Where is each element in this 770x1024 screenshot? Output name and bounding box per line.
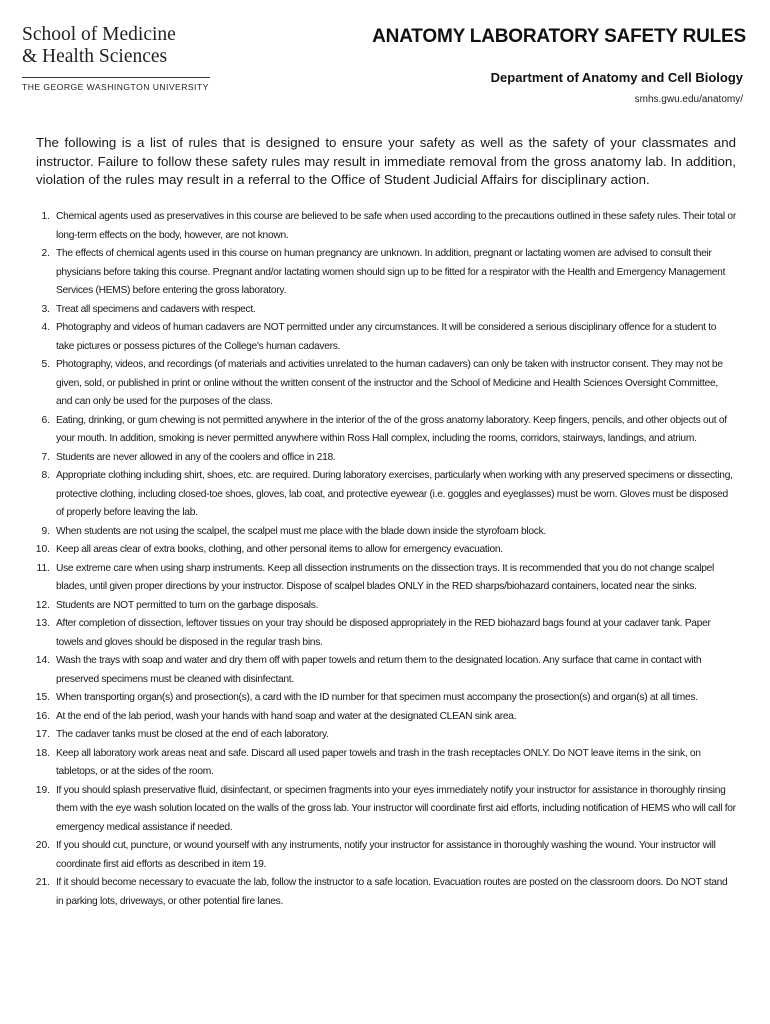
rule-text: Photography and videos of human cadavers are NOT permitted under any circumstances. It will be considered a serious disciplinary offence for a student to take pictures or possess pictures of the College's human cadavers. bbox=[56, 322, 717, 352]
rule-text: The effects of chemical agents used in this course on human pregnancy are unknown. In addition, pregnant or lactating women are advised to consult their physicians before taking this course. Pregnant and/or lactating women should sign up to be fitted for a respirator with the Health and Emergency Management Services (HEMS) before entering the gross laboratory. bbox=[56, 248, 726, 296]
rule-text: Eating, drinking, or gum chewing is not permitted anywhere in the interior of the of the gross anatomy laboratory. Keep fingers, pencils, and other objects out of your mouth. In addition, smoking is never permitted anywhere within Ross Hall complex, including the rooms, corridors, stairways, landings, and atrium. bbox=[56, 414, 727, 444]
rule-number: 7. bbox=[41, 451, 50, 463]
rule-text: Wash the trays with soap and water and dry them off with paper towels and return them to the designated location. Any surface that came in contact with preserved specimens must be cleaned with disinfectant. bbox=[56, 655, 702, 685]
rule-item bbox=[36, 319, 736, 356]
rule-item bbox=[36, 301, 736, 320]
rule-text: After completion of dissection, leftover tissues on your tray should be disposed appropriately in the RED biohazard bags found at your cadaver tank. Paper towels and gloves should be disposed in the regular trash bins. bbox=[56, 618, 711, 648]
rule-number: 14. bbox=[35, 655, 50, 666]
rule-item bbox=[36, 689, 736, 708]
rule-number: 11. bbox=[36, 562, 50, 574]
rule-text: Treat all specimens and cadavers with respect. bbox=[56, 303, 256, 315]
rule-item bbox=[36, 708, 736, 727]
rule-text: When transporting organ(s) and prosection(s), a card with the ID number for that specimen must accompany the prosection(s) and organ(s) at all times. bbox=[56, 692, 698, 703]
rule-number: 15. bbox=[35, 692, 50, 703]
rule-text: If you should cut, puncture, or wound yourself with any instruments, notify your instructor for assistance in thoroughly washing the wound. Your instructor will coordinate first aid efforts as described in item 19. bbox=[56, 840, 716, 870]
rule-number: 19. bbox=[35, 784, 50, 796]
rule-number: 1. bbox=[41, 211, 50, 222]
rule-text: Keep all areas clear of extra books, clothing, and other personal items to allow for emergency evacuation. bbox=[56, 544, 503, 555]
rule-item bbox=[36, 208, 736, 245]
rule-number: 2. bbox=[41, 248, 50, 259]
rule-item bbox=[36, 615, 736, 652]
rule-item bbox=[36, 726, 736, 745]
rule-text: The cadaver tanks must be closed at the end of each laboratory. bbox=[56, 729, 329, 740]
rule-number: 10. bbox=[35, 544, 50, 555]
rule-text: Appropriate clothing including shirt, shoes, etc. are required. During laboratory exercises, particularly when working with any preserved specimens or dissecting, protective clothing, including closed-toe shoes, gloves, lab coat, and protective eyewear (i.e. goggles and eyeglasses) must be worn. Gloves must be disposed of properly before leaving the lab. bbox=[56, 470, 733, 518]
school-name-line-1: School of Medicine bbox=[22, 24, 176, 45]
rule-number: 8. bbox=[41, 470, 50, 481]
rule-number: 20. bbox=[35, 840, 50, 851]
rule-number: 5. bbox=[41, 359, 50, 370]
rule-item bbox=[36, 541, 736, 560]
rule-text: Students are never allowed in any of the coolers and office in 218. bbox=[56, 451, 336, 463]
rule-text: When students are not using the scalpel, the scalpel must me place with the blade down inside the styrofoam block. bbox=[56, 525, 546, 537]
rule-text: At the end of the lab period, wash your hands with hand soap and water at the designated CLEAN sink area. bbox=[56, 710, 517, 722]
intro-paragraph: The following is a list of rules that is designed to ensure your safety as well as the safety of your classmates and instructor. Failure to follow these safety rules may result in immediate removal from the gross anatomy lab. In addition, violation of the rules may result in a referral to the Office of Student Judicial Affairs for disciplinary action. bbox=[36, 135, 736, 187]
document-title: ANATOMY LABORATORY SAFETY RULES bbox=[372, 26, 746, 47]
rule-number: 12. bbox=[35, 599, 50, 611]
rule-number: 18. bbox=[35, 747, 50, 759]
rule-item bbox=[36, 245, 736, 301]
rule-item bbox=[36, 652, 736, 689]
rule-item bbox=[36, 874, 736, 911]
rule-item bbox=[36, 449, 736, 468]
department-name: Department of Anatomy and Cell Biology bbox=[490, 70, 743, 85]
rule-text: If it should become necessary to evacuate the lab, follow the instructor to a safe location. Evacuation routes are posted on the classroom doors. Do NOT stand in parking lots, driveways, or other potential fire lanes. bbox=[56, 877, 728, 907]
rule-item bbox=[36, 837, 736, 874]
safety-rules-list bbox=[36, 208, 736, 911]
rule-text: Chemical agents used as preservatives in this course are believed to be safe when used according to the precautions outlined in these safety rules. Their total or long-term effects on the body, however, are not known. bbox=[56, 211, 736, 241]
rule-number: 3. bbox=[41, 303, 50, 315]
rule-item bbox=[36, 467, 736, 523]
university-logo bbox=[22, 24, 212, 92]
rule-number: 13. bbox=[35, 618, 50, 629]
rule-number: 9. bbox=[41, 525, 50, 537]
rule-item bbox=[36, 560, 736, 597]
rule-number: 6. bbox=[41, 414, 50, 426]
rule-text: Keep all laboratory work areas neat and safe. Discard all used paper towels and trash in the trash receptacles ONLY. Do NOT leave items in the sink, on tabletops, or at the sides of the room. bbox=[56, 747, 701, 777]
rule-item bbox=[36, 356, 736, 412]
rule-item bbox=[36, 745, 736, 782]
rule-text: Photography, videos, and recordings (of materials and activities unrelated to the human cadavers) can only be taken with instructor consent. They may not be given, sold, or published in print or online without the written consent of the instructor and the School of Medicine and Health Sciences Oversight Committee, and can only be used for the purposes of the class. bbox=[56, 359, 723, 407]
logo-divider bbox=[22, 77, 210, 78]
rule-text: Use extreme care when using sharp instruments. Keep all dissection instruments on the dissection trays. It is recommended that you do not change scalpel blades, until given proper directions by your instructor. Dispose of scalpel blades ONLY in the RED sharps/biohazard containers, located near the sinks. bbox=[56, 562, 715, 592]
department-url: smhs.gwu.edu/anatomy/ bbox=[634, 94, 743, 105]
university-name: THE GEORGE WASHINGTON UNIVERSITY bbox=[22, 82, 209, 92]
rule-item bbox=[36, 597, 736, 616]
school-name-line-2: & Health Sciences bbox=[22, 46, 168, 67]
rule-number: 21. bbox=[35, 877, 50, 888]
rule-text: If you should splash preservative fluid, disinfectant, or specimen fragments into your eyes immediately notify your instructor for assistance in thoroughly rinsing them with the eye wash solution located on the walls of the gross lab. Your instructor will coordinate first aid efforts, including notification of HEMS who will call for emergency medical assistance if needed. bbox=[56, 784, 736, 833]
rule-item bbox=[36, 412, 736, 449]
rule-text: Students are NOT permitted to turn on the garbage disposals. bbox=[56, 599, 319, 611]
rule-number: 17. bbox=[35, 729, 50, 740]
rule-item bbox=[36, 523, 736, 542]
rule-item bbox=[36, 782, 736, 838]
rule-number: 4. bbox=[41, 322, 50, 333]
rule-number: 16. bbox=[35, 710, 50, 722]
